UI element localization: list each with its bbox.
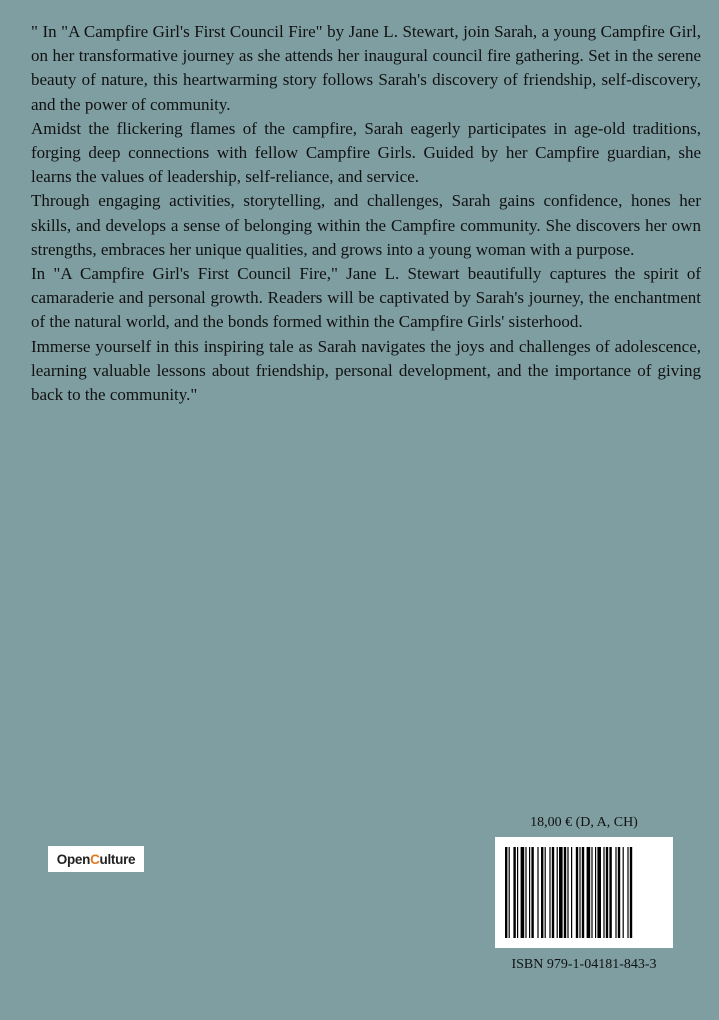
publisher-logo [48,846,144,872]
blurb-paragraph: Immerse yourself in this inspiring tale as Sarah navigates the joys and challenges of adolescence, learning valuable lessons about friendship, personal development, and the importance of giving back to the community." [31,336,701,405]
isbn-label: ISBN 979-1-04181-843-3 [511,957,657,972]
blurb-paragraph: " In "A Campfire Girl's First Council Fire" by Jane L. Stewart, join Sarah, a young Campfire Girl, on her transformative journey as she attends her inaugural council fire gathering. Set in the serene beauty of nature, this heartwarming story follows Sarah's discovery of friendship, self-discovery, and the power of community. [31,22,701,114]
barcode-icon [505,847,663,938]
back-cover-blurb [31,20,701,407]
price-label: 18,00 € (D, A, CH) [530,815,638,830]
publisher-logo-accent: C [90,851,100,867]
blurb-paragraph: In "A Campfire Girl's First Council Fire," Jane L. Stewart beautifully captures the spirit of camaraderie and personal growth. Readers will be captivated by Sarah's journey, the enchantment of the natural world, and the bonds formed within the Campfire Girls' sisterhood. [31,264,701,332]
barcode [495,837,673,948]
blurb-paragraph: Through engaging activities, storytelling, and challenges, Sarah gains confidence, hones her skills, and develops a sense of belonging within the Campfire community. She discovers her own strengths, embraces her unique qualities, and grows into a young woman with a purpose. [31,191,701,259]
blurb-paragraph: Amidst the flickering flames of the campfire, Sarah eagerly participates in age-old traditions, forging deep connections with fellow Campfire Girls. Guided by her Campfire guardian, she learns the values of leadership, self-reliance, and service. [31,118,701,187]
publisher-logo-text: ulture [99,851,136,867]
publisher-logo-text: Open [56,851,91,867]
